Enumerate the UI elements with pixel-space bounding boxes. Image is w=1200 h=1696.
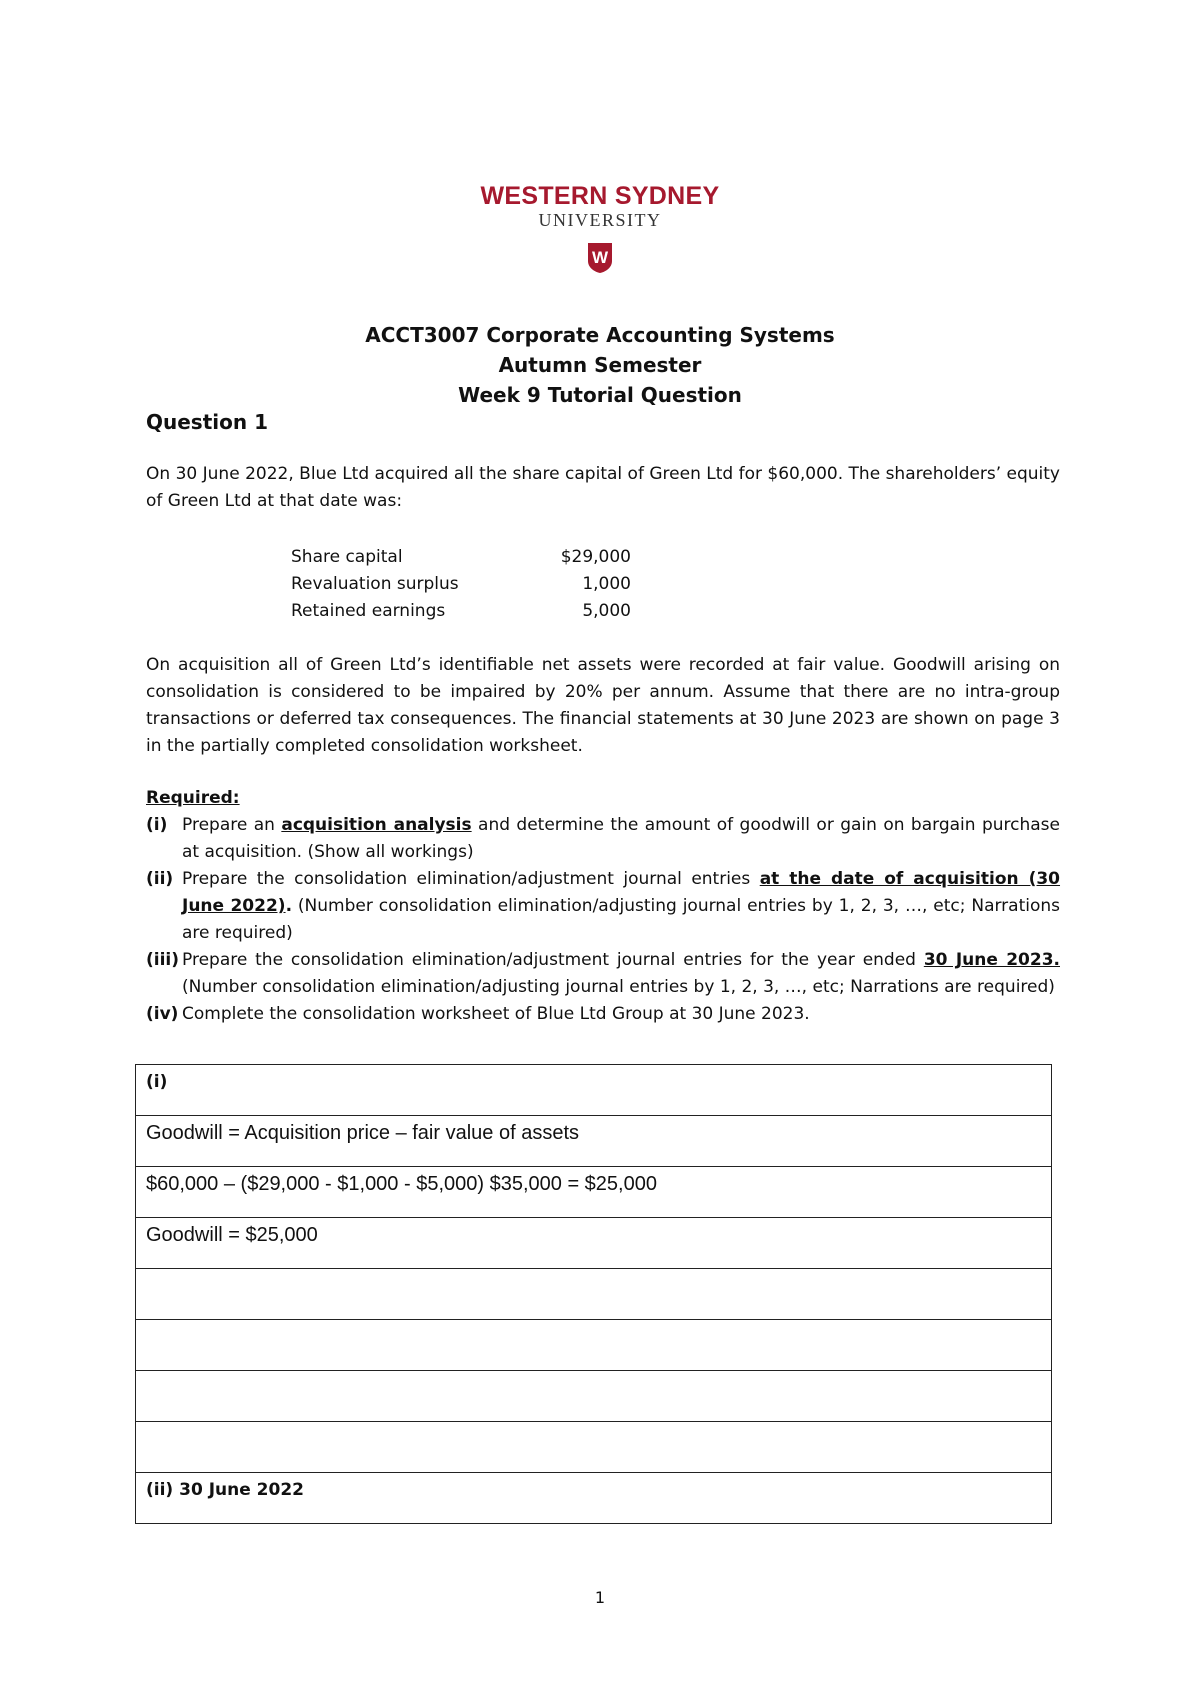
item-number: (ii) <box>146 869 174 889</box>
document-titles <box>0 320 1200 410</box>
answer-cell[interactable]: (i) <box>136 1065 1052 1116</box>
answer-cell[interactable]: (ii) 30 June 2022 <box>136 1473 1052 1524</box>
answer-table <box>135 1064 1052 1524</box>
table-row <box>136 1473 1052 1524</box>
item-text: Prepare the consolidation elimination/adjustment journal entries at the date of acquisition (30 June 2022). (Number consolidation elimination/adjusting journal entries by 1, 2, 3, …, etc; Narrations are required) <box>182 869 1061 943</box>
table-row <box>136 1371 1052 1422</box>
question-body: On acquisition all of Green Ltd’s identifiable net assets were recorded at fair value. Goodwill arising on consolidation is considered to be impaired by 20% per annum. Assume that there are no intra-group transactions or deferred tax consequences. The financial statements at 30 June 2023 are shown on page 3 in the partially completed consolidation worksheet. <box>146 655 1060 756</box>
required-list <box>146 812 1060 1028</box>
equity-list <box>291 544 631 625</box>
tutorial-title: Week 9 Tutorial Question <box>458 383 742 407</box>
answer-cell[interactable] <box>136 1269 1052 1320</box>
logo-title: WESTERN SYDNEY <box>480 182 720 210</box>
answer-cell[interactable]: Goodwill = $25,000 <box>136 1218 1052 1269</box>
table-row <box>136 1167 1052 1218</box>
item-text: Prepare the consolidation elimination/adjustment journal entries for the year ended 30 June 2023. (Number consolidation elimination/adjusting journal entries by 1, 2, 3, …, etc; Narrations are required) <box>182 950 1060 997</box>
required-heading: Required: <box>146 788 240 808</box>
required-item <box>146 1001 1060 1028</box>
equity-value: $29,000 <box>560 547 631 567</box>
item-number: (iv) <box>146 1004 179 1024</box>
table-row <box>136 1269 1052 1320</box>
item-emphasis: 30 June 2023. <box>923 950 1060 970</box>
equity-value: 5,000 <box>582 601 631 621</box>
item-number: (iii) <box>146 950 180 970</box>
shield-letter: W <box>591 248 609 267</box>
required-item <box>146 947 1060 1001</box>
answer-cell[interactable] <box>136 1371 1052 1422</box>
table-row <box>136 1320 1052 1371</box>
item-text: Complete the consolidation worksheet of Blue Ltd Group at 30 June 2023. <box>182 1004 810 1024</box>
equity-row <box>291 598 631 625</box>
answer-cell[interactable] <box>136 1422 1052 1473</box>
item-text: Prepare an acquisition analysis and determine the amount of goodwill or gain on bargain purchase at acquisition. (Show all workings) <box>182 815 1060 862</box>
required-item <box>146 812 1060 866</box>
table-row <box>136 1422 1052 1473</box>
logo-subtitle: UNIVERSITY <box>538 210 662 230</box>
answer-cell[interactable] <box>136 1320 1052 1371</box>
item-emphasis: at the date of acquisition (30 June 2022) <box>182 869 1061 916</box>
equity-row <box>291 544 631 571</box>
equity-label: Retained earnings <box>291 601 446 621</box>
item-emphasis: acquisition analysis <box>281 815 472 835</box>
table-row <box>136 1065 1052 1116</box>
answer-cell[interactable]: Goodwill = Acquisition price – fair value of assets <box>136 1116 1052 1167</box>
equity-row <box>291 571 631 598</box>
semester-title: Autumn Semester <box>498 353 702 377</box>
equity-value: 1,000 <box>582 574 631 594</box>
question-intro: On 30 June 2022, Blue Ltd acquired all the share capital of Green Ltd for $60,000. The shareholders’ equity of Green Ltd at that date was: <box>146 464 1060 511</box>
course-title: ACCT3007 Corporate Accounting Systems <box>365 323 835 347</box>
shield-icon <box>587 242 613 274</box>
answer-cell[interactable]: $60,000 – ($29,000 - $1,000 - $5,000) $35,000 = $25,000 <box>136 1167 1052 1218</box>
table-row <box>136 1218 1052 1269</box>
item-number: (i) <box>146 815 168 835</box>
university-logo <box>480 182 720 274</box>
equity-label: Revaluation surplus <box>291 574 459 594</box>
page-number: 1 <box>594 1588 606 1607</box>
question-heading: Question 1 <box>146 410 268 434</box>
required-item <box>146 866 1060 947</box>
table-row <box>136 1116 1052 1167</box>
equity-label: Share capital <box>291 547 403 567</box>
